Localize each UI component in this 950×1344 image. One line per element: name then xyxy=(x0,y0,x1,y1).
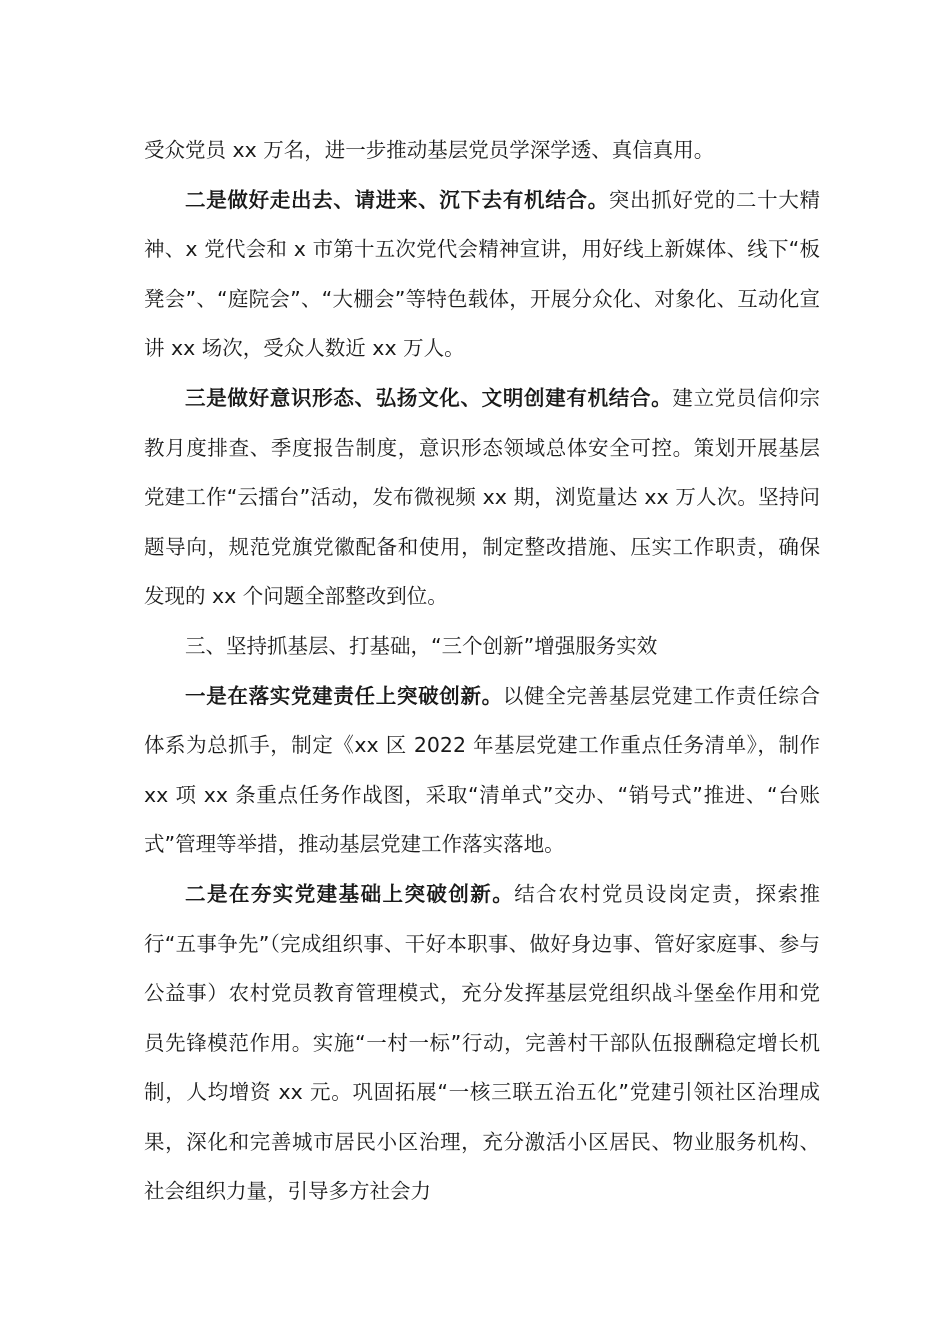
paragraph-lead: 二是在夯实党建基础上突破创新。 xyxy=(185,881,515,906)
section-heading-three xyxy=(144,622,820,672)
paragraph-point-three-ideology xyxy=(144,374,820,622)
paragraph-text: 结合农村党员设岗定责，探索推行“五事争先”（完成组织事、干好本职事、做好身边事、管好家庭事、参与公益事）农村党员教育管理模式，充分发挥基层党组织战斗堡垒作用和党员先锋模范作用。实施“一村一标”行动，完善村干部队伍报酬稳定增长机制，人均增资 xx 元。巩固拓展“一核三联五治五化”党建引领社区治理成果，深化和完善城市居民小区治理，充分激活小区居民、物业服务机构、社会组织力量，引导多方社会力 xyxy=(144,881,821,1204)
paragraph-point-two-outreach xyxy=(144,176,820,374)
paragraph-text: 建立党员信仰宗教月度排查、季度报告制度，意识形态领域总体安全可控。策划开展基层党建工作“云擂台”活动，发布微视频 xx 期，浏览量达 xx 万人次。坚持问题导向，规范党旗党徽配备和使用，制定整改措施、压实工作职责，确保发现的 xx 个问题全部整改到位。 xyxy=(144,385,821,609)
paragraph-point-one-responsibility xyxy=(144,672,820,870)
section-heading-text: 三、坚持抓基层、打基础，“三个创新”增强服务实效 xyxy=(185,633,658,658)
paragraph-lead: 一是在落实党建责任上突破创新。 xyxy=(185,683,503,708)
paragraph-lead: 三是做好意识形态、弘扬文化、文明创建有机结合。 xyxy=(185,385,673,410)
document-body xyxy=(144,126,820,1217)
paragraph-lead: 二是做好走出去、请进来、沉下去有机结合。 xyxy=(185,187,609,212)
paragraph-point-two-foundation xyxy=(144,870,820,1217)
paragraph-continuation xyxy=(144,126,820,176)
paragraph-text: 受众党员 xx 万名，进一步推动基层党员学深学透、真信真用。 xyxy=(144,138,715,162)
paragraph-text: 以健全完善基层党建工作责任综合体系为总抓手，制定《xx 区 2022 年基层党建工作重点任务清单》，制作 xx 项 xx 条重点任务作战图，采取“清单式”交办、“销号式”推进、“台账式”管理等举措，推动基层党建工作落实落地。 xyxy=(144,683,821,857)
paragraph-text: 突出抓好党的二十大精神、x 党代会和 x 市第十五次党代会精神宣讲，用好线上新媒体、线下“板凳会”、“庭院会”、“大棚会”等特色载体，开展分众化、对象化、互动化宣讲 xx 场次，受众人数近 xx 万人。 xyxy=(144,187,821,361)
